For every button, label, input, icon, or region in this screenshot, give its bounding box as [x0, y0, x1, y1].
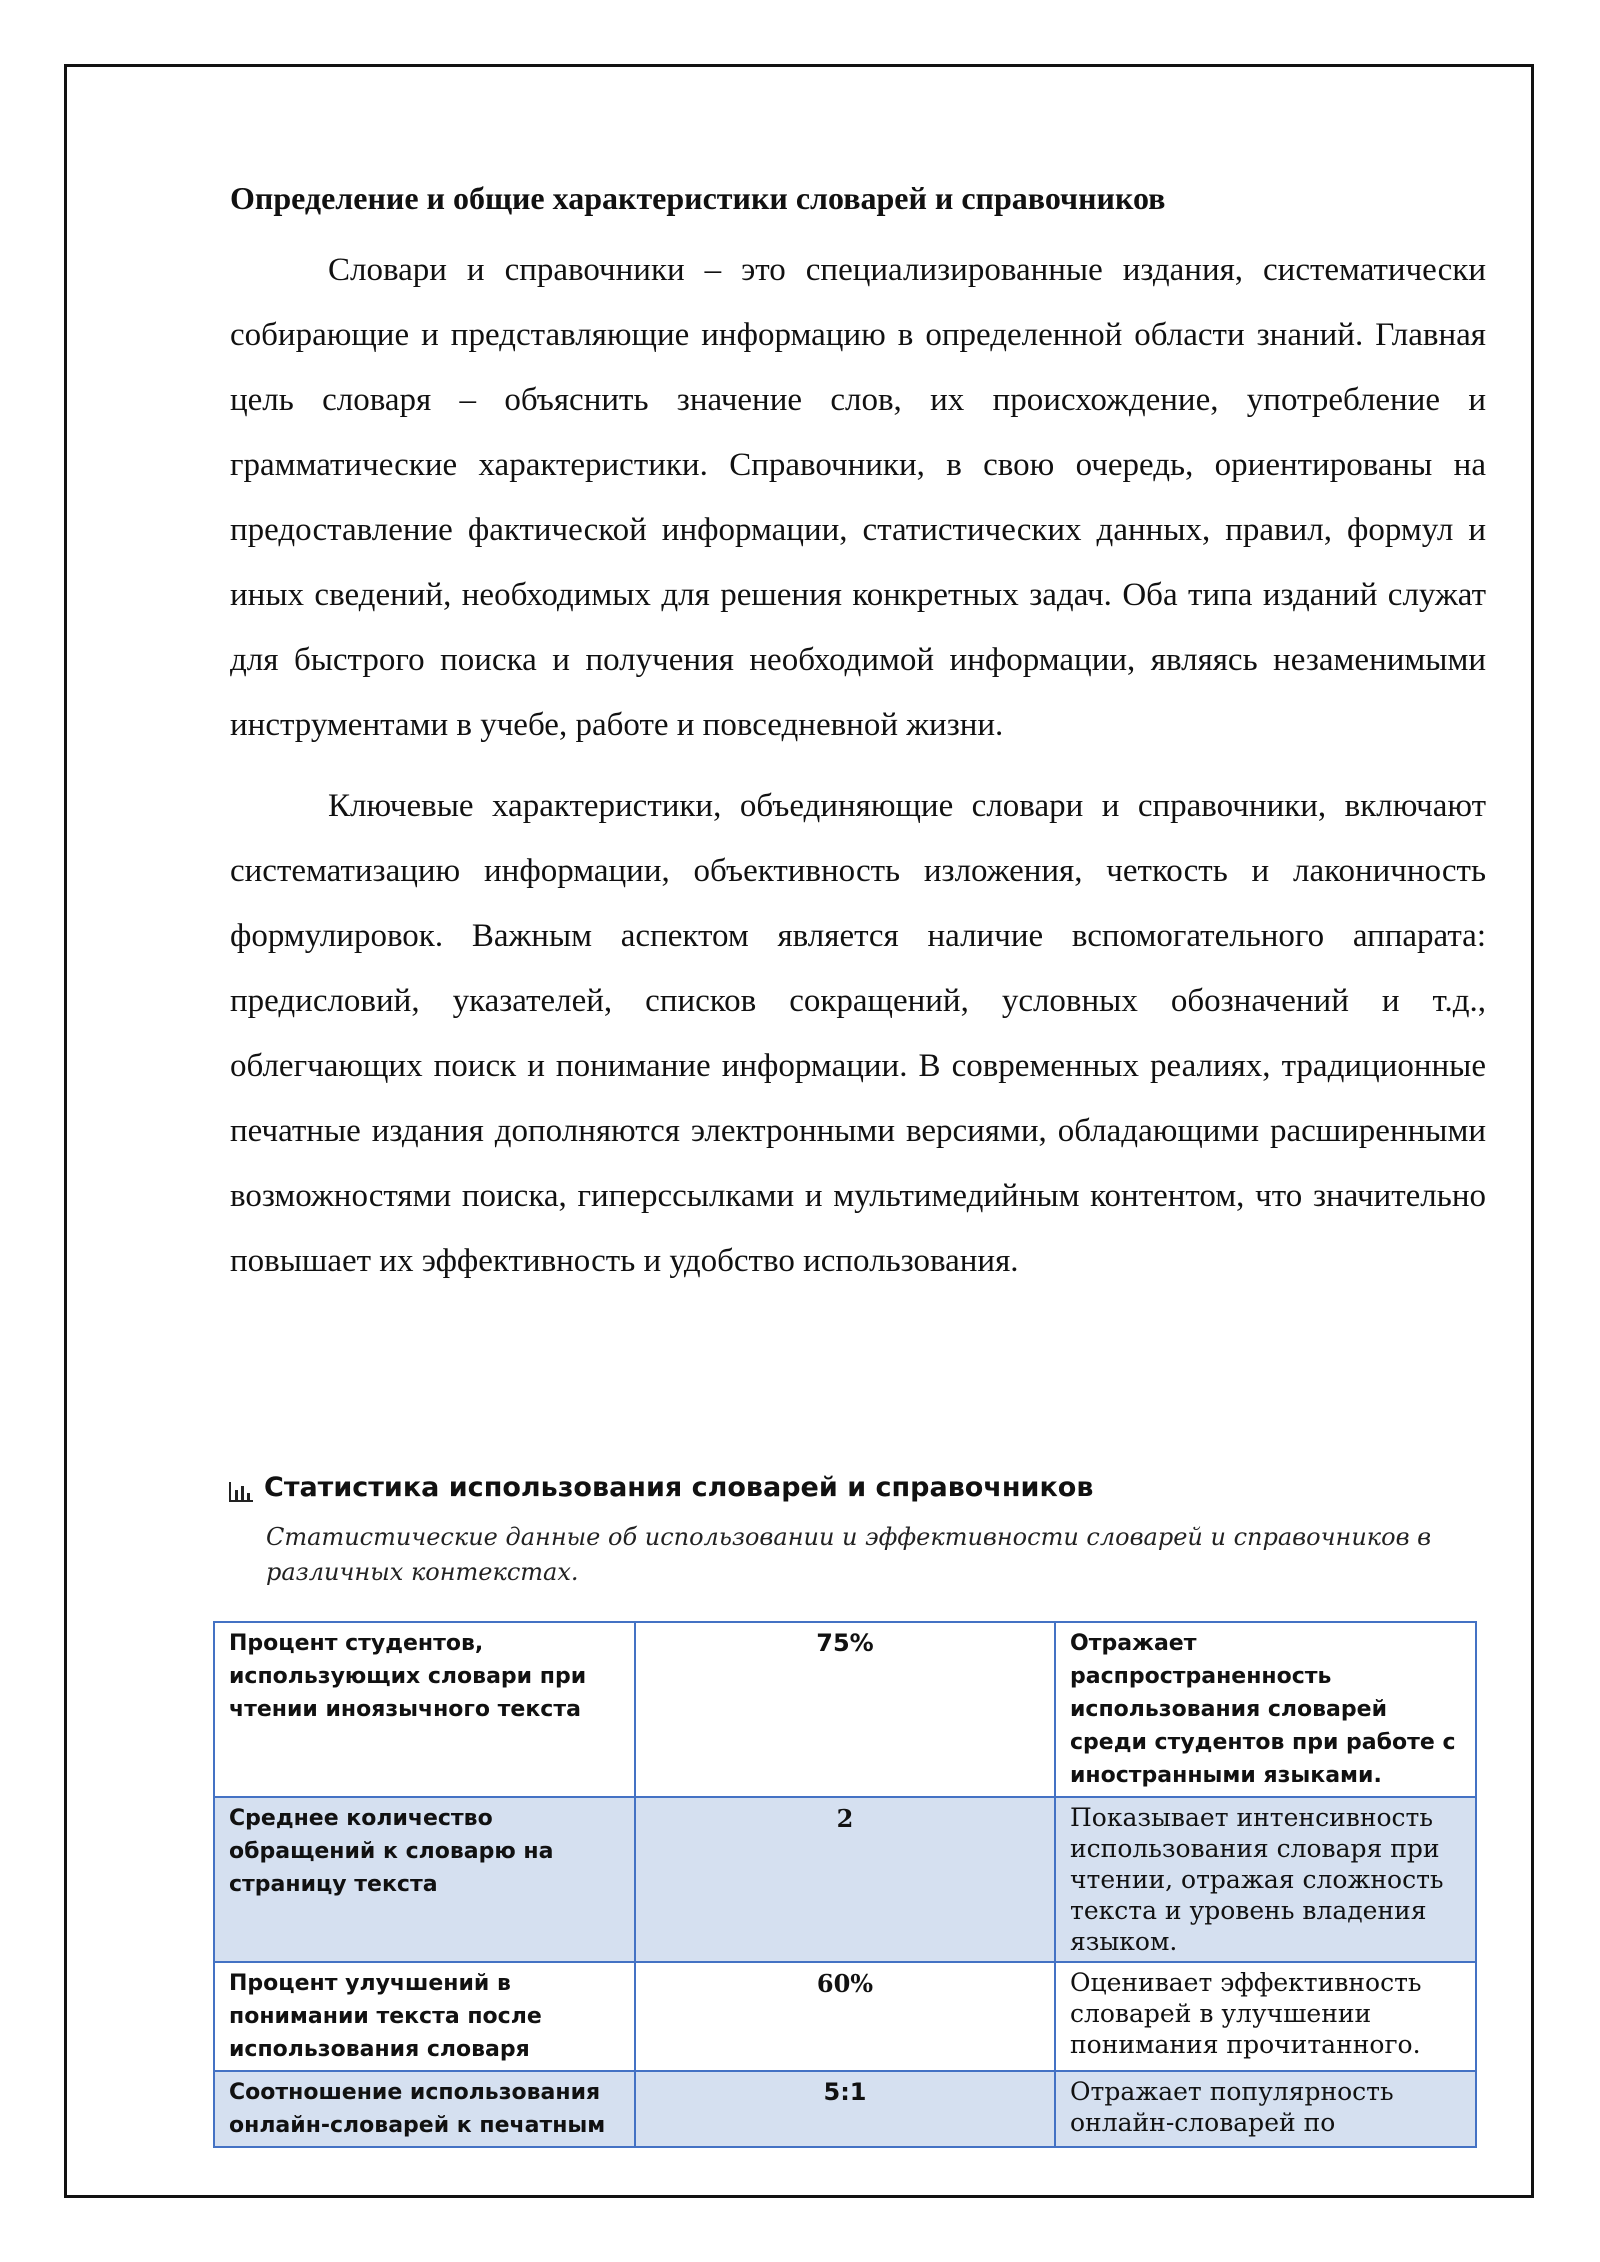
stat-label: Среднее количество обращений к словарю на страницу текста — [214, 1797, 635, 1962]
stat-description: Отражает распространенность использования словарей среди студентов при работе с иностранными языками. — [1055, 1622, 1476, 1797]
table-row — [214, 1797, 1476, 1962]
stat-value: 75% — [635, 1622, 1055, 1797]
stats-heading-text: Статистика использования словарей и справочников — [264, 1472, 1094, 1503]
table-row — [214, 2071, 1476, 2147]
stat-label: Процент студентов, использующих словари при чтении иноязычного текста — [214, 1622, 635, 1797]
stat-description: Отражает популярность онлайн-словарей по — [1055, 2071, 1476, 2147]
stat-value: 2 — [635, 1797, 1055, 1962]
table-row — [214, 1622, 1476, 1797]
document-body — [230, 170, 1486, 1310]
stat-value: 5:1 — [635, 2071, 1055, 2147]
table-row — [214, 1962, 1476, 2071]
stats-subtitle: Статистические данные об использовании и эффективности словарей и справочников в различных контекстах. — [266, 1523, 1432, 1586]
stat-description: Показывает интенсивность использования словаря при чтении, отражая сложность текста и уровень владения языком. — [1055, 1797, 1476, 1962]
stat-description: Оценивает эффективность словарей в улучшении понимания прочитанного. — [1055, 1962, 1476, 2071]
stat-label: Процент улучшений в понимании текста после использования словаря — [214, 1962, 635, 2071]
stats-heading — [228, 1468, 1488, 1508]
stats-table — [213, 1621, 1477, 2148]
bar-chart-icon — [228, 1476, 254, 1500]
page-title: Определение и общие характеристики словарей и справочников — [230, 180, 1166, 216]
stats-section — [228, 1468, 1488, 1590]
stat-label: Соотношение использования онлайн-словарей к печатным — [214, 2071, 635, 2147]
paragraph-1: Словари и справочники – это специализированные издания, систематически собирающие и представляющие информацию в определенной области знаний. Главная цель словаря – объяснить значение слов, их происхождение, употребление и грамматические характеристики. Справочники, в свою очередь, ориентированы на предоставление фактической информации, статистических данных, правил, формул и иных сведений, необходимых для решения конкретных задач. Оба типа изданий служат для быстрого поиска и получения необходимой информации, являясь незаменимыми инструментами в учебе, работе и повседневной жизни. — [230, 252, 1486, 743]
stat-value: 60% — [635, 1962, 1055, 2071]
paragraph-2: Ключевые характеристики, объединяющие словари и справочники, включают систематизацию информации, объективность изложения, четкость и лаконичность формулировок. Важным аспектом является наличие вспомогательного аппарата: предисловий, указателей, списков сокращений, условных обозначений и т.д., облегчающих поиск и понимание информации. В современных реалиях, традиционные печатные издания дополняются электронными версиями, обладающими расширенными возможностями поиска, гиперссылками и мультимедийным контентом, что значительно повышает их эффективность и удобство использования. — [230, 788, 1486, 1279]
